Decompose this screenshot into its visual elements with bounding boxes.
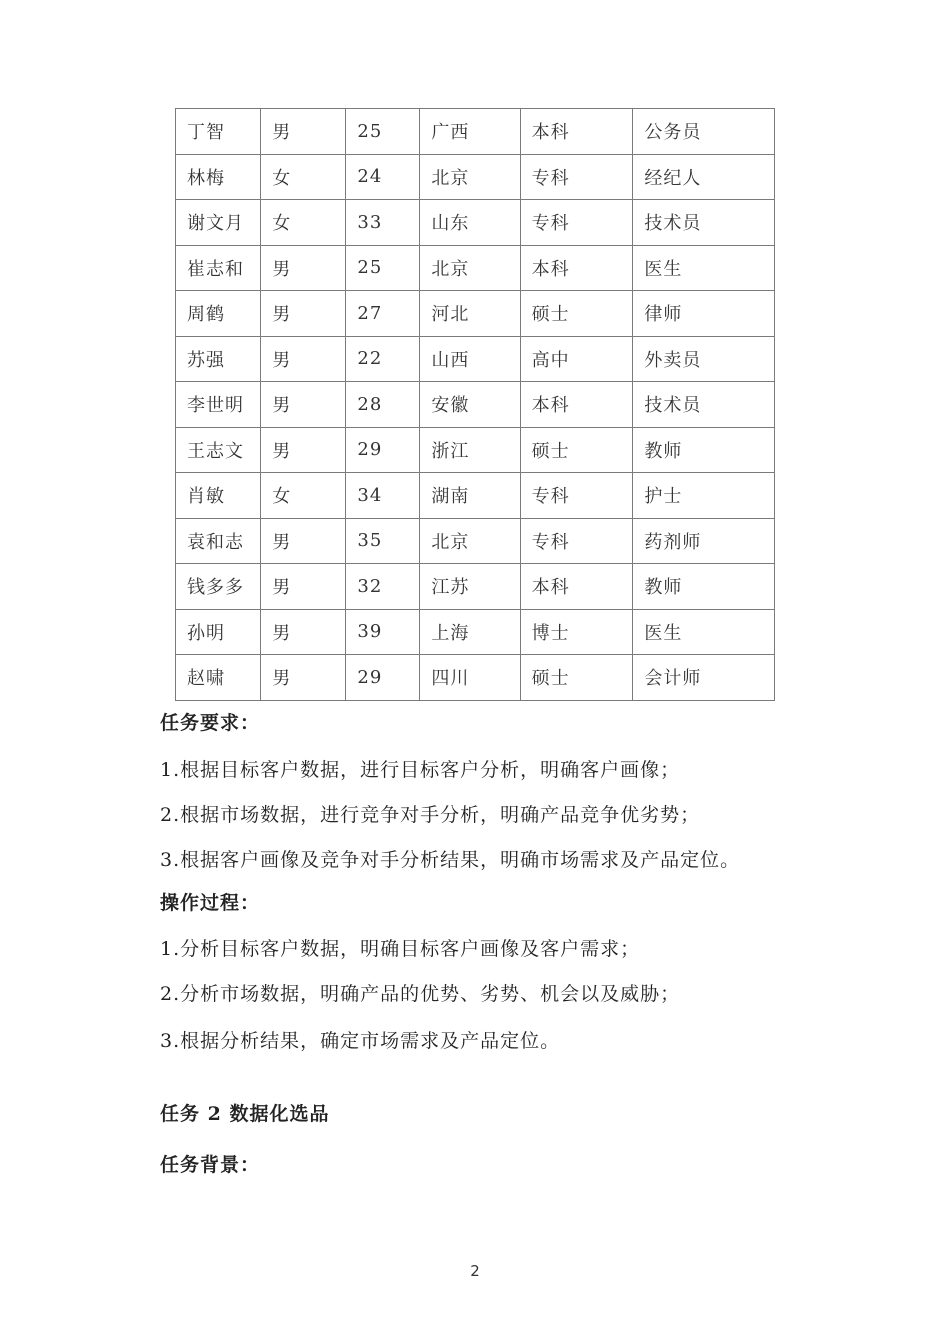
table-cell: 硕士 bbox=[520, 427, 633, 473]
table-cell: 专科 bbox=[520, 200, 633, 246]
table-cell: 北京 bbox=[420, 245, 520, 291]
table-cell: 29 bbox=[346, 655, 420, 701]
table-cell: 钱多多 bbox=[176, 564, 261, 610]
table-cell: 本科 bbox=[520, 382, 633, 428]
table-cell: 教师 bbox=[633, 427, 775, 473]
task2-title: 任务 2 数据化选品 bbox=[160, 1103, 330, 1125]
table-cell: 男 bbox=[261, 564, 346, 610]
table-cell: 高中 bbox=[520, 336, 633, 382]
table-cell: 教师 bbox=[633, 564, 775, 610]
table-cell: 广西 bbox=[420, 109, 520, 155]
table-cell: 肖敏 bbox=[176, 473, 261, 519]
table-row bbox=[176, 109, 775, 155]
table-row bbox=[176, 518, 775, 564]
table-row bbox=[176, 655, 775, 701]
table-cell: 女 bbox=[261, 154, 346, 200]
table-cell: 29 bbox=[346, 427, 420, 473]
table-row bbox=[176, 609, 775, 655]
table-cell: 男 bbox=[261, 291, 346, 337]
requirement-item-2: 2.根据市场数据，进行竞争对手分析，明确产品竞争优劣势； bbox=[160, 804, 701, 826]
table-cell: 李世明 bbox=[176, 382, 261, 428]
table-cell: 男 bbox=[261, 382, 346, 428]
process-item-2: 2.分析市场数据，明确产品的优势、劣势、机会以及威胁； bbox=[160, 983, 681, 1005]
table-cell: 袁和志 bbox=[176, 518, 261, 564]
table-cell: 孙明 bbox=[176, 609, 261, 655]
page-number: 2 bbox=[470, 1262, 480, 1280]
table-cell: 专科 bbox=[520, 154, 633, 200]
table-cell: 35 bbox=[346, 518, 420, 564]
requirements-heading: 任务要求： bbox=[160, 712, 261, 734]
table-cell: 护士 bbox=[633, 473, 775, 519]
table-row bbox=[176, 245, 775, 291]
table-cell: 博士 bbox=[520, 609, 633, 655]
table-cell: 谢文月 bbox=[176, 200, 261, 246]
table-cell: 男 bbox=[261, 336, 346, 382]
requirement-item-1: 1.根据目标客户数据，进行目标客户分析，明确客户画像； bbox=[160, 759, 681, 781]
table-cell: 林梅 bbox=[176, 154, 261, 200]
table-cell: 湖南 bbox=[420, 473, 520, 519]
table-cell: 25 bbox=[346, 109, 420, 155]
table-cell: 男 bbox=[261, 655, 346, 701]
table-cell: 经纪人 bbox=[633, 154, 775, 200]
table-cell: 外卖员 bbox=[633, 336, 775, 382]
requirement-item-3: 3.根据客户画像及竞争对手分析结果，明确市场需求及产品定位。 bbox=[160, 849, 741, 871]
table-cell: 专科 bbox=[520, 473, 633, 519]
table-cell: 公务员 bbox=[633, 109, 775, 155]
table-cell: 山东 bbox=[420, 200, 520, 246]
table-cell: 男 bbox=[261, 109, 346, 155]
table-cell: 律师 bbox=[633, 291, 775, 337]
table-cell: 苏强 bbox=[176, 336, 261, 382]
table-cell: 硕士 bbox=[520, 291, 633, 337]
table-cell: 25 bbox=[346, 245, 420, 291]
table-cell: 34 bbox=[346, 473, 420, 519]
table-cell: 王志文 bbox=[176, 427, 261, 473]
table-cell: 技术员 bbox=[633, 382, 775, 428]
table-row bbox=[176, 336, 775, 382]
table-cell: 硕士 bbox=[520, 655, 633, 701]
table-cell: 28 bbox=[346, 382, 420, 428]
table-row bbox=[176, 154, 775, 200]
table-cell: 24 bbox=[346, 154, 420, 200]
table-row bbox=[176, 291, 775, 337]
table-cell: 男 bbox=[261, 609, 346, 655]
table-cell: 27 bbox=[346, 291, 420, 337]
process-item-1: 1.分析目标客户数据，明确目标客户画像及客户需求； bbox=[160, 938, 641, 960]
table-row bbox=[176, 382, 775, 428]
task-background-heading: 任务背景： bbox=[160, 1154, 261, 1176]
table-row bbox=[176, 200, 775, 246]
process-heading: 操作过程： bbox=[160, 892, 261, 914]
customer-data-table bbox=[175, 108, 775, 701]
table-cell: 北京 bbox=[420, 518, 520, 564]
table-cell: 39 bbox=[346, 609, 420, 655]
table-cell: 山西 bbox=[420, 336, 520, 382]
table-cell: 四川 bbox=[420, 655, 520, 701]
table-cell: 本科 bbox=[520, 564, 633, 610]
table-row bbox=[176, 427, 775, 473]
table-cell: 浙江 bbox=[420, 427, 520, 473]
process-item-3: 3.根据分析结果，确定市场需求及产品定位。 bbox=[160, 1030, 561, 1052]
table-cell: 女 bbox=[261, 200, 346, 246]
table-cell: 男 bbox=[261, 518, 346, 564]
table-cell: 本科 bbox=[520, 109, 633, 155]
table-cell: 江苏 bbox=[420, 564, 520, 610]
table-cell: 北京 bbox=[420, 154, 520, 200]
table-cell: 医生 bbox=[633, 609, 775, 655]
table-cell: 河北 bbox=[420, 291, 520, 337]
table-cell: 药剂师 bbox=[633, 518, 775, 564]
table-cell: 医生 bbox=[633, 245, 775, 291]
table-cell: 男 bbox=[261, 427, 346, 473]
table-cell: 安徽 bbox=[420, 382, 520, 428]
table-cell: 本科 bbox=[520, 245, 633, 291]
table-cell: 周鹤 bbox=[176, 291, 261, 337]
table-cell: 32 bbox=[346, 564, 420, 610]
table-cell: 男 bbox=[261, 245, 346, 291]
table-cell: 技术员 bbox=[633, 200, 775, 246]
table-cell: 会计师 bbox=[633, 655, 775, 701]
table-cell: 上海 bbox=[420, 609, 520, 655]
table-cell: 33 bbox=[346, 200, 420, 246]
table-cell: 丁智 bbox=[176, 109, 261, 155]
table-cell: 崔志和 bbox=[176, 245, 261, 291]
table-cell: 女 bbox=[261, 473, 346, 519]
table-row bbox=[176, 473, 775, 519]
table-cell: 专科 bbox=[520, 518, 633, 564]
table-row bbox=[176, 564, 775, 610]
customer-table-body bbox=[176, 109, 775, 701]
table-cell: 赵啸 bbox=[176, 655, 261, 701]
table-cell: 22 bbox=[346, 336, 420, 382]
